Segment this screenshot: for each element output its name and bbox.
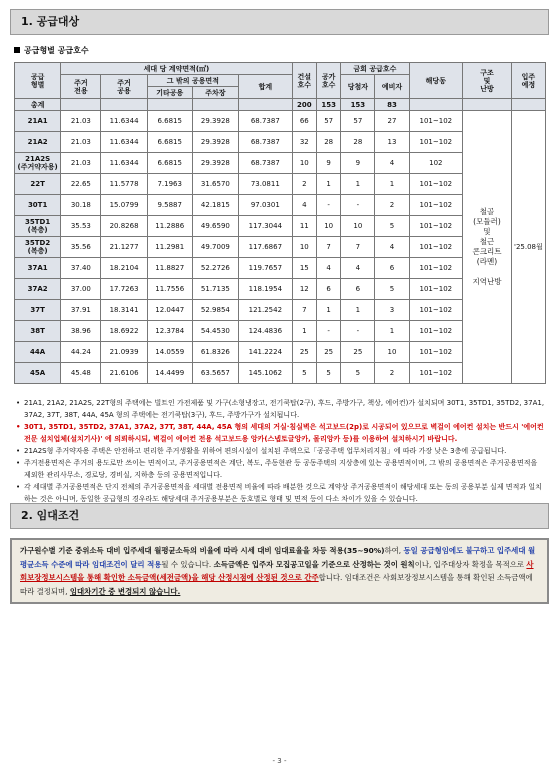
cell-excl: 21.03 xyxy=(61,153,101,174)
cell-sum: 68.7387 xyxy=(239,132,293,153)
cell-reserve: 4 xyxy=(375,237,409,258)
cell-parking: 42.1815 xyxy=(192,195,238,216)
total-supply: 153 xyxy=(316,99,340,111)
cell-dong: 101~102 xyxy=(409,342,463,363)
cell-other: 11.8827 xyxy=(147,258,192,279)
cell-type: 21A1 xyxy=(15,111,61,132)
cell-reserve: 1 xyxy=(375,174,409,195)
header-type: 공급 형별 xyxy=(15,63,61,99)
cell-units: 1 xyxy=(292,321,316,342)
cell-supply: 28 xyxy=(316,132,340,153)
rent-text: 소득금액은 입주자 모집공고일을 기준으로 산정하는 것이 원칙 xyxy=(213,559,415,569)
cell-sum: 97.0301 xyxy=(239,195,293,216)
cell-parking: 54.4530 xyxy=(192,321,238,342)
cell-dong: 101~102 xyxy=(409,321,463,342)
rent-text-warning: 사회보장정보시스템을 통해 확인한 소득금액(세전금액)을 해당 산정시점에 산정된 것으로 간주 xyxy=(20,559,534,582)
cell-units: 32 xyxy=(292,132,316,153)
cell-supply: 7 xyxy=(316,237,340,258)
diagonal-cell xyxy=(511,99,545,111)
cell-supply: - xyxy=(316,195,340,216)
diagonal-cell xyxy=(101,99,147,111)
cell-winner: - xyxy=(341,321,375,342)
square-bullet-icon xyxy=(14,47,20,53)
subtitle-text: 공급형별 공급호수 xyxy=(24,46,89,55)
cell-units: 11 xyxy=(292,216,316,237)
cell-type: 35TD2 (복층) xyxy=(15,237,61,258)
note-item: • 주거전용면적은 주거의 용도로만 쓰이는 면적이고, 주거공용면적은 계단, 복도, 주동현관 등 공동주택의 지상층에 있는 공용면적이며, 그 밖의 공용면적은 주거공용면적을 제외한 관리사무소, 경로당, 경비실, 지하층 등의 공용면적입니다. xyxy=(16,457,546,481)
cell-reserve: 2 xyxy=(375,363,409,384)
cell-supply: 4 xyxy=(316,258,340,279)
cell-dong: 101~102 xyxy=(409,279,463,300)
diagonal-cell xyxy=(61,99,101,111)
cell-other: 11.2981 xyxy=(147,237,192,258)
rent-text: 합니다. 임대조건은 사회보장정보시스템을 통해 확인된 소득금액에 따라 결정되며, xyxy=(20,573,533,596)
cell-excl: 22.65 xyxy=(61,174,101,195)
cell-dong: 101~102 xyxy=(409,132,463,153)
cell-dong: 101~102 xyxy=(409,111,463,132)
cell-dong: 102 xyxy=(409,153,463,174)
cell-type: 37A1 xyxy=(15,258,61,279)
header-area-group: 세대 당 계약면적(㎡) xyxy=(61,63,292,75)
header-reserve: 예비자 xyxy=(375,75,409,99)
page-number: - 3 - xyxy=(272,757,287,765)
cell-reserve: 2 xyxy=(375,195,409,216)
cell-winner: 28 xyxy=(341,132,375,153)
header-common: 주거 공용 xyxy=(101,75,147,99)
cell-sum: 141.2224 xyxy=(239,342,293,363)
rent-conditions-box xyxy=(10,538,549,604)
cell-reserve: 27 xyxy=(375,111,409,132)
cell-reserve: 5 xyxy=(375,216,409,237)
cell-excl: 30.18 xyxy=(61,195,101,216)
rent-text-emphasis: 동일 공급형임에도 불구하고 입주세대 월평균소득 수준에 따라 임대조건이 달리 적용 xyxy=(20,546,536,569)
cell-sum: 124.4836 xyxy=(239,321,293,342)
cell-dong: 101~102 xyxy=(409,237,463,258)
cell-sum: 145.1062 xyxy=(239,363,293,384)
table-row xyxy=(15,111,546,132)
cell-units: 12 xyxy=(292,279,316,300)
cell-other: 14.4499 xyxy=(147,363,192,384)
cell-supply: 6 xyxy=(316,279,340,300)
section-title: 1. 공급대상 xyxy=(21,15,80,28)
header-parking: 주차장 xyxy=(192,87,238,99)
cell-move-in: '25.08월 xyxy=(511,111,545,384)
cell-common: 18.6922 xyxy=(101,321,147,342)
cell-reserve: 5 xyxy=(375,279,409,300)
cell-other: 9.5887 xyxy=(147,195,192,216)
cell-other: 14.0559 xyxy=(147,342,192,363)
cell-common: 20.8268 xyxy=(101,216,147,237)
rent-text: 하여, xyxy=(384,546,404,555)
cell-parking: 29.3928 xyxy=(192,111,238,132)
header-now-group: 금회 공급호수 xyxy=(341,63,409,75)
rent-text: 이나, 입주대상자 확정을 목적으로 xyxy=(414,559,527,569)
cell-supply: - xyxy=(316,321,340,342)
diagonal-cell xyxy=(192,99,238,111)
cell-common: 18.3141 xyxy=(101,300,147,321)
cell-common: 11.6344 xyxy=(101,111,147,132)
cell-supply: 57 xyxy=(316,111,340,132)
rent-text: 가구원수별 기준 중위소득 대비 입주세대 월평균소득의 비율에 따라 시세 대비 임대료율을 차등 적용(35~90%) xyxy=(20,546,385,555)
cell-reserve: 6 xyxy=(375,258,409,279)
cell-type: 21A2S (주거약자용) xyxy=(15,153,61,174)
cell-supply: 5 xyxy=(316,363,340,384)
cell-type: 45A xyxy=(15,363,61,384)
cell-dong: 101~102 xyxy=(409,258,463,279)
cell-reserve: 3 xyxy=(375,300,409,321)
cell-other: 11.2886 xyxy=(147,216,192,237)
header-excl: 주거 전용 xyxy=(61,75,101,99)
total-units: 200 xyxy=(292,99,316,111)
cell-other: 6.6815 xyxy=(147,132,192,153)
cell-structure: 철골 (모듈러) 및 철근 콘크리트 (라멘) 지역난방 xyxy=(463,111,512,384)
cell-type: 21A2 xyxy=(15,132,61,153)
cell-winner: 10 xyxy=(341,216,375,237)
total-row xyxy=(15,99,546,111)
cell-type: 22T xyxy=(15,174,61,195)
header-sum: 합계 xyxy=(239,75,293,99)
cell-excl: 37.00 xyxy=(61,279,101,300)
header-other-common: 기타공용 xyxy=(147,87,192,99)
cell-sum: 68.7387 xyxy=(239,153,293,174)
section-title: 2. 임대조건 xyxy=(21,509,80,522)
cell-other: 6.6815 xyxy=(147,111,192,132)
cell-type: 37T xyxy=(15,300,61,321)
cell-type: 30T1 xyxy=(15,195,61,216)
cell-parking: 61.8326 xyxy=(192,342,238,363)
cell-winner: 57 xyxy=(341,111,375,132)
cell-winner: 1 xyxy=(341,174,375,195)
cell-excl: 35.53 xyxy=(61,216,101,237)
section-header-supply xyxy=(10,9,549,35)
cell-common: 21.6106 xyxy=(101,363,147,384)
cell-other: 12.0447 xyxy=(147,300,192,321)
cell-parking: 52.9854 xyxy=(192,300,238,321)
cell-excl: 38.96 xyxy=(61,321,101,342)
cell-winner: 6 xyxy=(341,279,375,300)
cell-dong: 101~102 xyxy=(409,174,463,195)
cell-units: 4 xyxy=(292,195,316,216)
cell-units: 10 xyxy=(292,237,316,258)
diagonal-cell xyxy=(409,99,463,111)
cell-supply: 1 xyxy=(316,174,340,195)
cell-units: 5 xyxy=(292,363,316,384)
header-other-group: 그 밖의 공용면적 xyxy=(147,75,238,87)
cell-common: 21.0939 xyxy=(101,342,147,363)
cell-other: 11.7556 xyxy=(147,279,192,300)
cell-parking: 52.2726 xyxy=(192,258,238,279)
cell-reserve: 10 xyxy=(375,342,409,363)
cell-sum: 121.2542 xyxy=(239,300,293,321)
table-subtitle xyxy=(14,45,89,56)
note-item: • 21A1, 21A2, 21A2S, 22T형의 주택에는 빌트인 가전제품 및 가구(소형냉장고, 전기쿡탑(2구), 후드, 주방가구, 책상, 에어컨)가 설치되며 30T1, 35TD1, 35TD2, 37A1, 37A2, 37T, 38T, 44A, 45A 형의 주택에는 전기쿡탑(3구), 후드, 주방가구가 설치됩니다. xyxy=(16,397,546,421)
header-winner: 당첨자 xyxy=(341,75,375,99)
total-reserve: 83 xyxy=(375,99,409,111)
cell-type: 35TD1 (복층) xyxy=(15,216,61,237)
cell-parking: 51.7135 xyxy=(192,279,238,300)
header-dong: 해당동 xyxy=(409,63,463,99)
cell-type: 37A2 xyxy=(15,279,61,300)
cell-parking: 29.3928 xyxy=(192,153,238,174)
supply-table xyxy=(14,62,546,384)
header-struct: 구조 및 난방 xyxy=(463,63,512,99)
cell-dong: 101~102 xyxy=(409,300,463,321)
cell-other: 6.6815 xyxy=(147,153,192,174)
cell-common: 11.6344 xyxy=(101,153,147,174)
cell-supply: 1 xyxy=(316,300,340,321)
total-winner: 153 xyxy=(341,99,375,111)
cell-winner: 5 xyxy=(341,363,375,384)
total-label: 총계 xyxy=(15,99,61,111)
cell-winner: 1 xyxy=(341,300,375,321)
header-units: 건설 호수 xyxy=(292,63,316,99)
cell-common: 11.5778 xyxy=(101,174,147,195)
diagonal-cell xyxy=(239,99,293,111)
rent-text: 임대차기간 중 변경되지 않습니다. xyxy=(69,586,181,596)
cell-units: 15 xyxy=(292,258,316,279)
cell-parking: 49.6590 xyxy=(192,216,238,237)
section-header-rent xyxy=(10,503,549,529)
cell-sum: 119.7657 xyxy=(239,258,293,279)
cell-units: 25 xyxy=(292,342,316,363)
cell-dong: 101~102 xyxy=(409,363,463,384)
cell-reserve: 4 xyxy=(375,153,409,174)
cell-supply: 9 xyxy=(316,153,340,174)
cell-reserve: 1 xyxy=(375,321,409,342)
cell-common: 15.0799 xyxy=(101,195,147,216)
cell-sum: 118.1954 xyxy=(239,279,293,300)
cell-dong: 101~102 xyxy=(409,216,463,237)
cell-excl: 21.03 xyxy=(61,132,101,153)
diagonal-cell xyxy=(463,99,512,111)
cell-winner: 25 xyxy=(341,342,375,363)
note-item: • 21A2S형 주거약자용 주택은 안전하고 편리한 주거생활을 위하여 편의시설이 설치된 주택으로「공공주택 업무처리지침」에 따라 가장 낮은 3층에 공급됩니다. xyxy=(16,445,546,457)
cell-other: 7.1963 xyxy=(147,174,192,195)
cell-excl: 45.48 xyxy=(61,363,101,384)
cell-sum: 117.3044 xyxy=(239,216,293,237)
cell-winner: - xyxy=(341,195,375,216)
cell-parking: 29.3928 xyxy=(192,132,238,153)
cell-reserve: 13 xyxy=(375,132,409,153)
cell-winner: 9 xyxy=(341,153,375,174)
cell-units: 7 xyxy=(292,300,316,321)
rent-text: 될 수 있습니다. xyxy=(161,559,214,569)
cell-sum: 117.6867 xyxy=(239,237,293,258)
cell-units: 10 xyxy=(292,153,316,174)
cell-other: 12.3784 xyxy=(147,321,192,342)
cell-excl: 37.91 xyxy=(61,300,101,321)
cell-units: 2 xyxy=(292,174,316,195)
cell-common: 11.6344 xyxy=(101,132,147,153)
cell-type: 44A xyxy=(15,342,61,363)
cell-parking: 31.6570 xyxy=(192,174,238,195)
diagonal-cell xyxy=(147,99,192,111)
cell-type: 38T xyxy=(15,321,61,342)
header-move: 입주 예정 xyxy=(511,63,545,99)
cell-winner: 7 xyxy=(341,237,375,258)
cell-parking: 49.7009 xyxy=(192,237,238,258)
cell-common: 17.7263 xyxy=(101,279,147,300)
cell-supply: 10 xyxy=(316,216,340,237)
cell-excl: 21.03 xyxy=(61,111,101,132)
note-item: • 각 세대별 주거공용면적은 단지 전체의 주거공용면적을 세대별 전용면적 비율에 따라 배분한 것으로 계약상 주거공용면적이 해당세대 또는 동의 공용부분 실제 면적과 일치하는 것은 아니며, 동일한 공급형의 경우라도 해당세대 주거공용부분은 동호별로 형태 및 면적 등이 다소 차이가 있을 수 있습니다. xyxy=(16,481,546,505)
cell-sum: 73.0811 xyxy=(239,174,293,195)
cell-common: 21.1277 xyxy=(101,237,147,258)
cell-supply: 25 xyxy=(316,342,340,363)
cell-sum: 68.7387 xyxy=(239,111,293,132)
cell-excl: 44.24 xyxy=(61,342,101,363)
cell-winner: 4 xyxy=(341,258,375,279)
cell-parking: 63.5657 xyxy=(192,363,238,384)
cell-dong: 101~102 xyxy=(409,195,463,216)
cell-common: 18.2104 xyxy=(101,258,147,279)
cell-excl: 37.40 xyxy=(61,258,101,279)
note-item-warning: • 30T1, 35TD1, 35TD2, 37A1, 37A2, 37T, 38T, 44A, 45A 형의 세대의 거실·침실벽은 석고보드(2p)로 시공되어 있으므로 벽걸이 에어컨 설치는 반드시 '에어컨 전문 설치업체(설치기사)' 에 의뢰하시되, 벽걸이 에어컨 전용 석고보드용 앙카(스넵토글앙카, 몰리앙카 등)를 이용하여 설치하시기 바랍니다. xyxy=(16,421,546,445)
header-supply: 공가 호수 xyxy=(316,63,340,99)
cell-excl: 35.56 xyxy=(61,237,101,258)
cell-units: 66 xyxy=(292,111,316,132)
notes-list xyxy=(16,397,546,505)
